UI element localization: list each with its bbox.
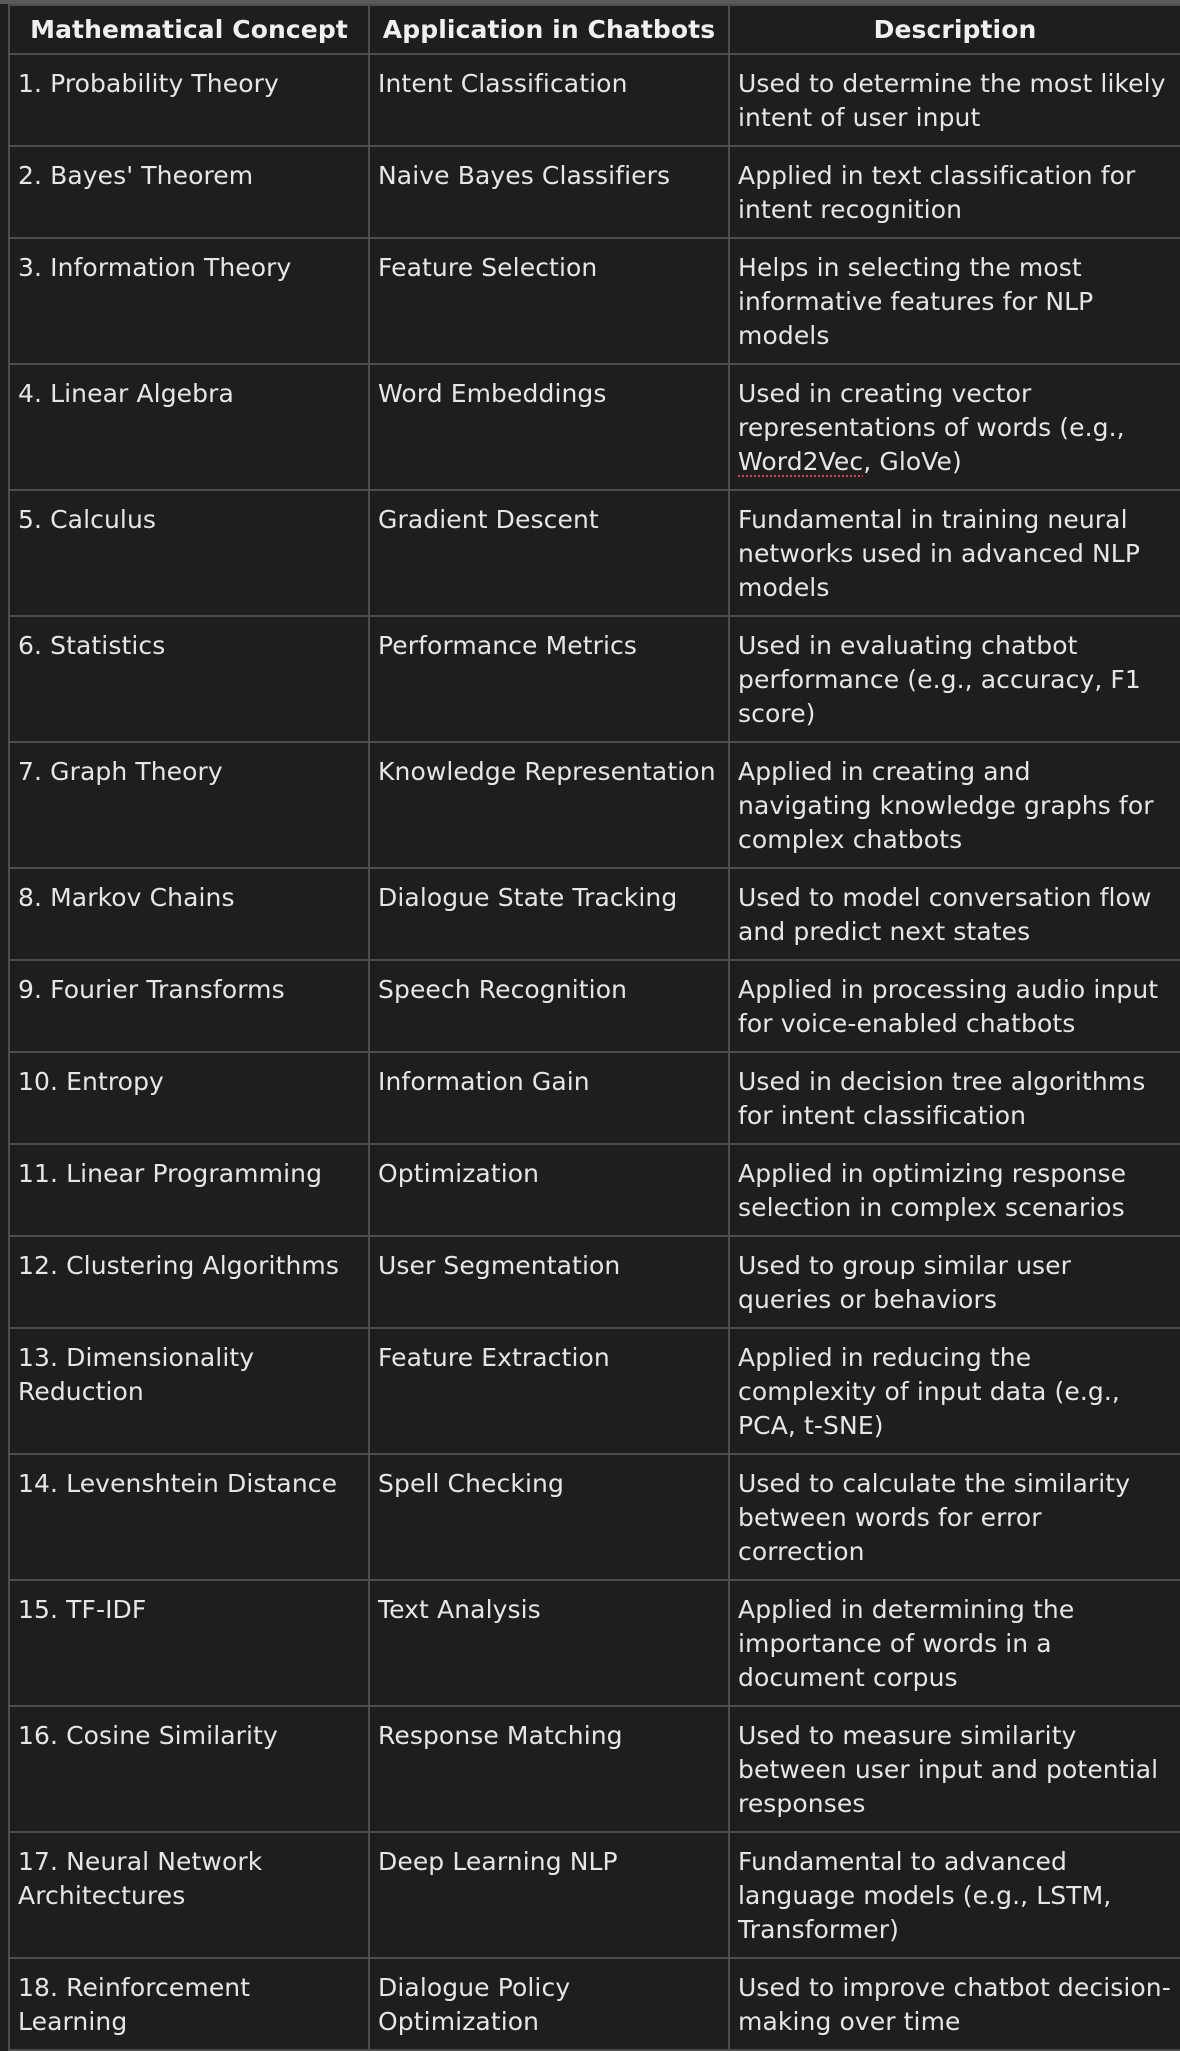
table-row [9,1144,1180,1236]
description-text-tail: , GloVe) [863,447,962,476]
table-row [9,1580,1180,1706]
concept-cell: 2. Bayes' Theorem [9,146,369,238]
header-mathematical-concept: Mathematical Concept [9,5,369,54]
application-cell: User Segmentation [369,1236,729,1328]
application-cell: Intent Classification [369,54,729,146]
description-cell: Helps in selecting the most informative features for NLP models [729,238,1180,364]
table-row [9,742,1180,868]
table-row [9,238,1180,364]
table-row [9,616,1180,742]
description-cell: Used to improve chatbot decision-making over time [729,1958,1180,2050]
description-cell: Used to calculate the similarity between words for error correction [729,1454,1180,1580]
concept-cell: 17. Neural Network Architectures [9,1832,369,1958]
description-cell [729,364,1180,490]
table-container [8,4,1180,2051]
concept-cell: 14. Levenshtein Distance [9,1454,369,1580]
table-row [9,1958,1180,2050]
concept-cell: 11. Linear Programming [9,1144,369,1236]
application-cell: Performance Metrics [369,616,729,742]
table-row [9,1052,1180,1144]
concept-cell: 13. Dimensionality Reduction [9,1328,369,1454]
concept-cell: 5. Calculus [9,490,369,616]
description-cell: Applied in text classification for intent recognition [729,146,1180,238]
table-row [9,1706,1180,1832]
application-cell: Spell Checking [369,1454,729,1580]
table-row [9,364,1180,490]
description-cell: Used to group similar user queries or behaviors [729,1236,1180,1328]
concept-cell: 10. Entropy [9,1052,369,1144]
concept-cell: 12. Clustering Algorithms [9,1236,369,1328]
application-cell: Response Matching [369,1706,729,1832]
concept-cell: 15. TF-IDF [9,1580,369,1706]
spellcheck-flagged-word: Word2Vec [738,447,864,476]
table-row [9,1454,1180,1580]
application-cell: Dialogue Policy Optimization [369,1958,729,2050]
application-cell: Gradient Descent [369,490,729,616]
application-cell: Dialogue State Tracking [369,868,729,960]
table-row [9,490,1180,616]
description-cell: Applied in creating and navigating knowledge graphs for complex chatbots [729,742,1180,868]
header-description: Description [729,5,1180,54]
concept-cell: 7. Graph Theory [9,742,369,868]
description-cell: Applied in optimizing response selection in complex scenarios [729,1144,1180,1236]
application-cell: Speech Recognition [369,960,729,1052]
concept-cell: 6. Statistics [9,616,369,742]
application-cell: Word Embeddings [369,364,729,490]
application-cell: Knowledge Representation [369,742,729,868]
application-cell: Information Gain [369,1052,729,1144]
table-row [9,1236,1180,1328]
description-cell: Applied in reducing the complexity of input data (e.g., PCA, t-SNE) [729,1328,1180,1454]
description-cell: Used to measure similarity between user input and potential responses [729,1706,1180,1832]
header-application: Application in Chatbots [369,5,729,54]
description-cell: Used in evaluating chatbot performance (e.g., accuracy, F1 score) [729,616,1180,742]
concept-cell: 1. Probability Theory [9,54,369,146]
concept-cell: 18. Reinforcement Learning [9,1958,369,2050]
description-cell: Used to model conversation flow and predict next states [729,868,1180,960]
application-cell: Deep Learning NLP [369,1832,729,1958]
concept-cell: 9. Fourier Transforms [9,960,369,1052]
table-row [9,1832,1180,1958]
concept-cell: 3. Information Theory [9,238,369,364]
description-cell: Applied in processing audio input for voice-enabled chatbots [729,960,1180,1052]
concept-cell: 8. Markov Chains [9,868,369,960]
description-cell: Used to determine the most likely intent of user input [729,54,1180,146]
description-cell: Fundamental in training neural networks used in advanced NLP models [729,490,1180,616]
description-cell: Used in decision tree algorithms for intent classification [729,1052,1180,1144]
application-cell: Feature Extraction [369,1328,729,1454]
table-row [9,960,1180,1052]
table-row [9,1328,1180,1454]
concept-cell: 16. Cosine Similarity [9,1706,369,1832]
table-row [9,54,1180,146]
table-row [9,146,1180,238]
application-cell: Feature Selection [369,238,729,364]
application-cell: Text Analysis [369,1580,729,1706]
concepts-table [8,4,1180,2051]
header-row [9,5,1180,54]
description-text: Used in creating vector representations of words (e.g., [738,379,1125,442]
concept-cell: 4. Linear Algebra [9,364,369,490]
application-cell: Naive Bayes Classifiers [369,146,729,238]
application-cell: Optimization [369,1144,729,1236]
description-cell: Fundamental to advanced language models (e.g., LSTM, Transformer) [729,1832,1180,1958]
table-row [9,868,1180,960]
description-cell: Applied in determining the importance of words in a document corpus [729,1580,1180,1706]
